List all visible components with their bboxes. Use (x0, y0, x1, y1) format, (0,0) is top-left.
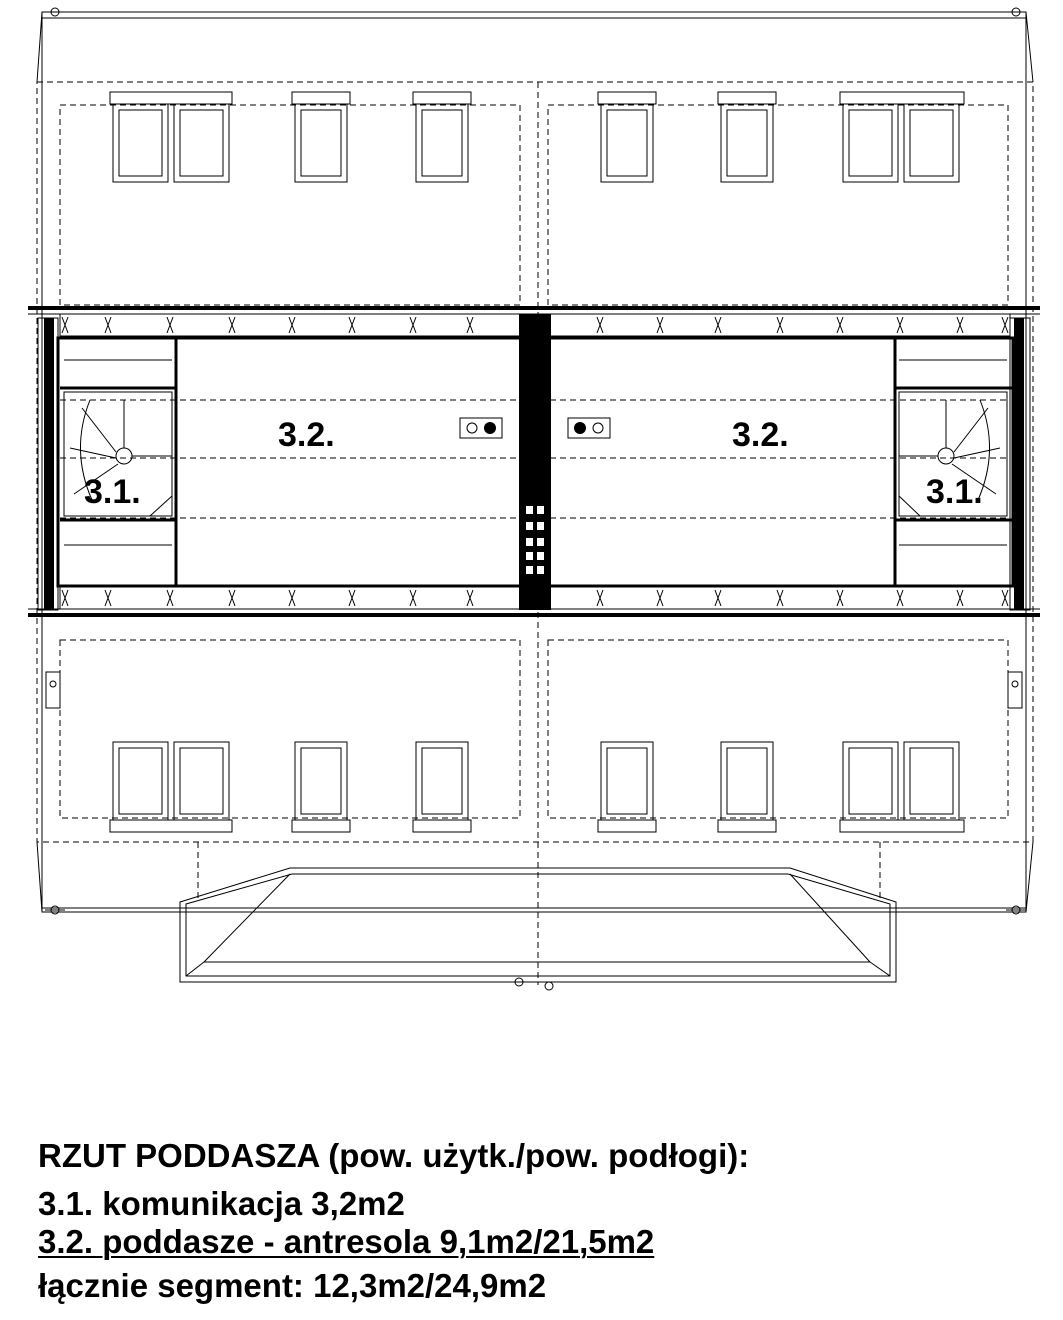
area-legend (38, 1134, 1038, 1308)
rafter-mark (777, 590, 783, 606)
ventilation-icon (1008, 672, 1022, 708)
rafter-mark (597, 590, 603, 606)
rafter-mark (897, 317, 903, 333)
rafter-mark (167, 317, 173, 333)
rafter-mark (349, 590, 355, 606)
rafter-mark (289, 317, 295, 333)
roof-window-icon (598, 92, 656, 182)
roof-window-icon (598, 742, 656, 832)
rafter-mark (1002, 590, 1008, 606)
rafter-mark (837, 317, 843, 333)
rafter-mark (289, 590, 295, 606)
rafter-mark (777, 317, 783, 333)
rafter-mark (957, 317, 963, 333)
upper-roof-windows (110, 92, 964, 182)
room-label-3-2-right: 3.2. (732, 416, 789, 454)
rafter-mark (410, 590, 416, 606)
rafter-mark (229, 590, 235, 606)
room-label-3-1-right: 3.1. (926, 473, 983, 511)
roof-window-icon (718, 92, 776, 182)
legend-line-3-1: 3.1. komunikacja 3,2m2 (38, 1185, 405, 1222)
legend-line-3-2: 3.2. poddasze - antresola 9,1m2/21,5m2 (38, 1223, 655, 1260)
rafter-mark (410, 317, 416, 333)
rafter-mark (957, 590, 963, 606)
rafter-mark (105, 317, 111, 333)
spiral-stair-icon (895, 338, 1012, 586)
rafter-mark (657, 590, 663, 606)
rafter-mark (597, 317, 603, 333)
rafter-mark (715, 317, 721, 333)
rafter-mark (467, 590, 473, 606)
room-label-3-2-left: 3.2. (278, 416, 335, 454)
spiral-stair-icon (60, 338, 176, 586)
rafter-mark (1002, 317, 1008, 333)
socket-icon (568, 418, 610, 438)
rafter-mark (167, 590, 173, 606)
roof-window-icon (292, 742, 350, 832)
chimney-icon (519, 314, 551, 610)
rafter-mark (105, 590, 111, 606)
legend-total: łącznie segment: 12,3m2/24,9m2 (38, 1267, 547, 1304)
legend-title: RZUT PODDASZA (pow. użytk./pow. podłogi): (38, 1137, 750, 1174)
room-label-3-1-left: 3.1. (84, 473, 141, 511)
roof-window-icon (718, 742, 776, 832)
rafter-mark (715, 590, 721, 606)
rafter-mark (62, 317, 68, 333)
rafter-mark (657, 317, 663, 333)
rafter-mark (62, 590, 68, 606)
rafter-mark (837, 590, 843, 606)
ventilation-icon (46, 672, 60, 708)
rafter-mark (897, 590, 903, 606)
rafter-mark (467, 317, 473, 333)
rafter-mark (349, 317, 355, 333)
rafter-mark (229, 317, 235, 333)
socket-icon (460, 418, 502, 438)
